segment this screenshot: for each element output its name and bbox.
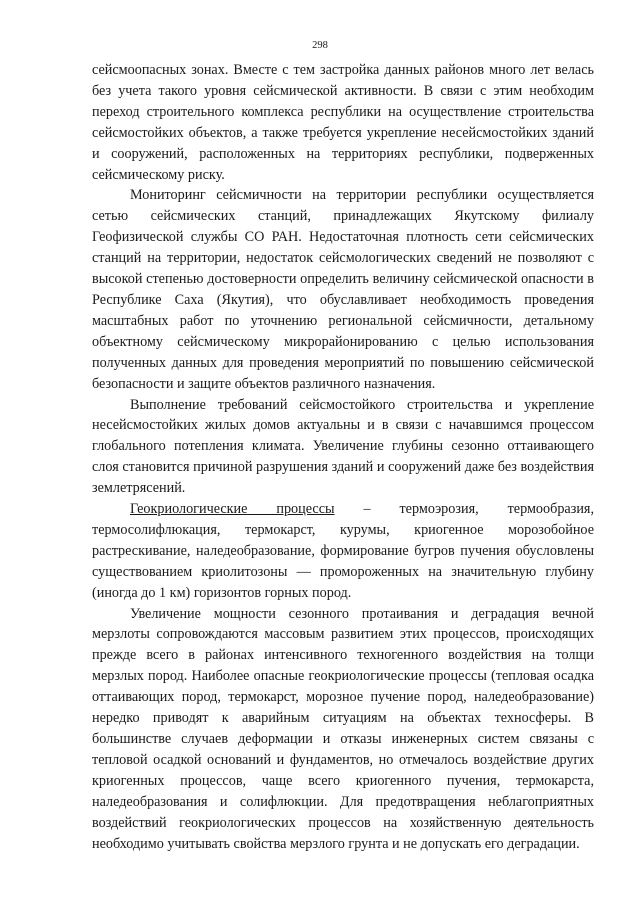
page-number: 298	[312, 40, 328, 51]
geocryological-processes-text: – термоэрозия, термообразия, термосолифлюкация, термокарст, курумы, криогенное морозобойное растрескивание, наледеобразование, формирование бугров пучения обусловлены существованием криолитозоны — промороженных на значительную глубину (иногда до 1 км) горизонтов горных пород.	[92, 501, 594, 601]
geocryological-processes-term: Геокриологические процессы	[130, 501, 335, 518]
paragraph-seismic-monitoring: Мониторинг сейсмичности на территории республики осуществляется сетью сейсмических станций, принадлежащих Якутскому филиалу Геофизической службы СО РАН. Недостаточная плотность сети сейсмических станций на территории, недостаток сейсмологических сведений не позволяют с высокой степенью достоверности определить величину сейсмической опасности в Республике Саха (Якутия), что обуславливает необходимость проведения масштабных работ по уточнению региональной сейсмичности, детальному объектному сейсмическому микрорайонированию с целью использования полученных данных для проведения мероприятий по повышению сейсмической безопасности и защите объектов различного назначения.	[92, 187, 594, 392]
document-body	[92, 60, 594, 854]
paragraph-permafrost-degradation: Увеличение мощности сезонного протаивания и деградация вечной мерзлоты сопровождаются массовым развитием этих процессов, происходящих прежде всего в районах интенсивного техногенного воздействия на толщи мерзлых пород. Наиболее опасные геокриологические процессы (тепловая осадка оттаивающих пород, термокарст, морозное пучение пород, наледеобразование) нередко приводят к аварийным ситуациям на объектах техносферы. В большинстве случаев деформации и отказы инженерных систем связаны с тепловой осадкой оснований и фундаментов, но отмечалось воздействие других криогенных процессов, чаще всего криогенного пучения, термокарста, наледеобразования и солифлюкции. Для предотвращения неблагоприятных воздействий геокриологических процессов на хозяйственную деятельность необходимо учитывать свойства мерзлого грунта и не допускать его деградации.	[92, 605, 594, 852]
paragraph-geocryological-processes	[92, 499, 594, 604]
paragraph-climate-warming: Выполнение требований сейсмостойкого строительства и укрепление несейсмостойких жилых домов актуальны и в связи с начавшимся процессом глобального потепления климата. Увеличение глубины сезонно оттаивающего слоя становится причиной разрушения зданий и сооружений даже без воздействия землетрясений.	[92, 396, 594, 497]
paragraph-seismic-zones: сейсмоопасных зонах. Вместе с тем застройка данных районов много лет велась без учета такого уровня сейсмической активности. В связи с этим необходим переход строительного комплекса республики на осуществление строительства сейсмостойких объектов, а также требуется укрепление несейсмостойких зданий и сооружений, расположенных на территориях республики, подверженных сейсмическому риску.	[92, 62, 594, 183]
